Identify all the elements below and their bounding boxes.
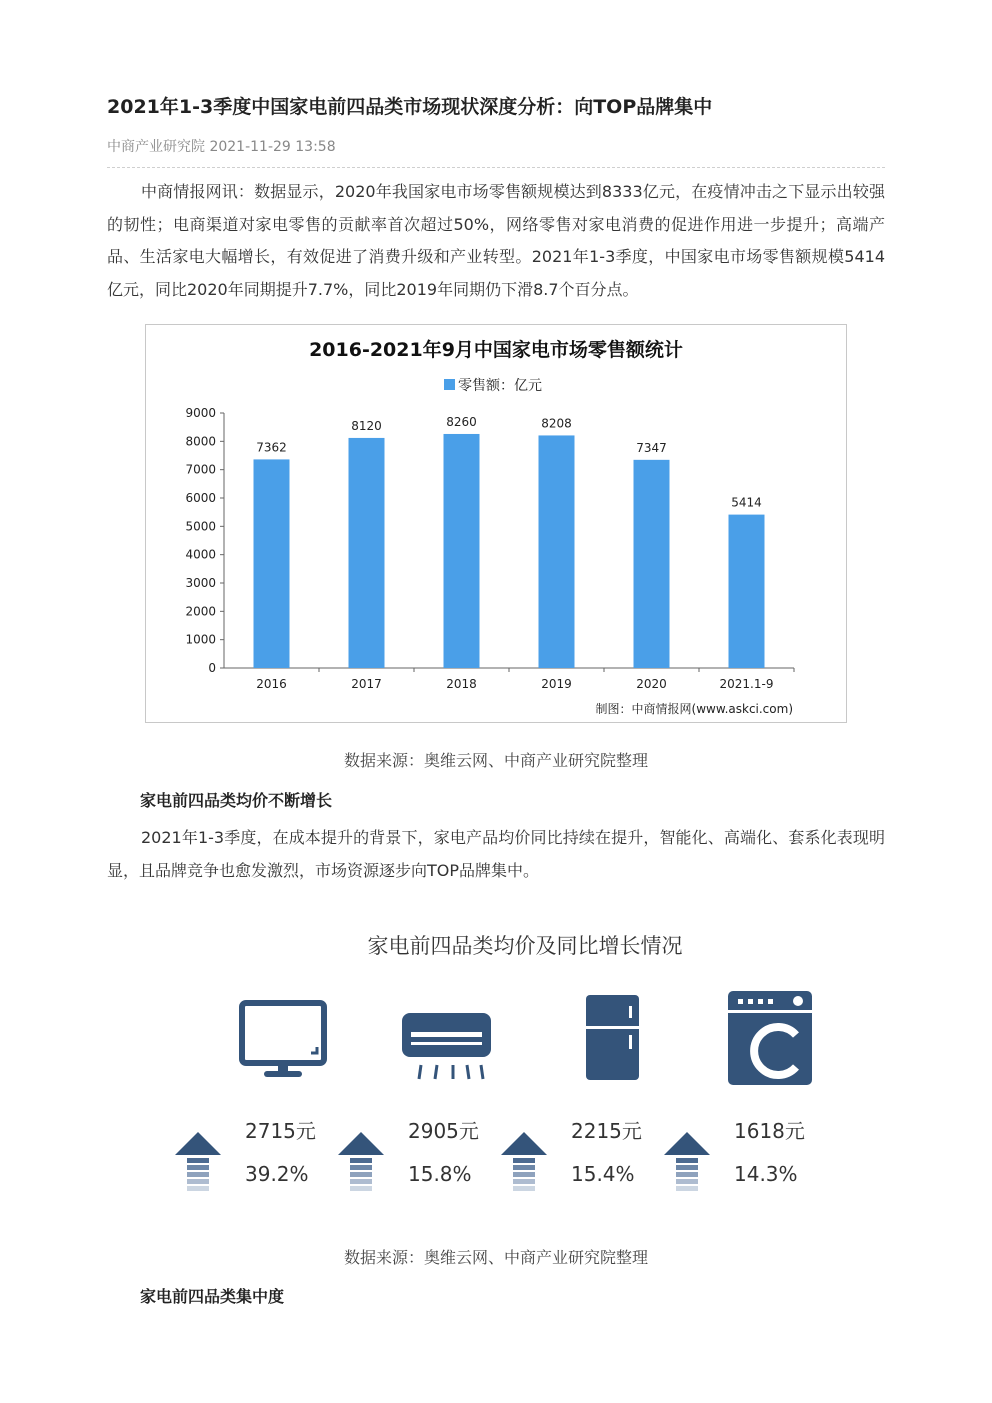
legend-label: 零售额：亿元 [458, 378, 542, 394]
x-tick-label: 2018 [446, 677, 477, 691]
y-tick-label: 8000 [185, 434, 216, 449]
y-tick-label: 1000 [185, 632, 216, 647]
up-arrow-icon [338, 1132, 384, 1155]
x-tick-label: 2019 [541, 677, 572, 691]
arrow-stripe [187, 1158, 209, 1163]
paragraph-price: 2021年1-3季度，在成本提升的背景下，家电产品均价同比持续在提升，智能化、高端化、套系化表现明显，且品牌竞争也愈发激烈，市场资源逐步向TOP品牌集中。 [107, 828, 885, 880]
x-tick-label: 2017 [351, 677, 382, 691]
arrow-stripe [187, 1172, 209, 1177]
yoy-growth-value: 15.8% [408, 1162, 472, 1186]
yoy-growth-value: 39.2% [245, 1162, 309, 1186]
article-title: 2021年1-3季度中国家电前四品类市场现状深度分析：向TOP品牌集中 [107, 96, 713, 118]
bar-2018 [444, 434, 480, 668]
arrow-stripe [187, 1179, 209, 1184]
article-meta: 中商产业研究院 2021-11-29 13:58 [107, 139, 336, 155]
divider [107, 167, 885, 168]
chart-title: 2016-2021年9月中国家电市场零售额统计 [309, 339, 683, 361]
air-conditioner-icon [402, 1013, 491, 1079]
arrow-stripe [350, 1165, 372, 1170]
arrow-stripe [187, 1165, 209, 1170]
bar-2020 [634, 460, 670, 668]
avg-price-value: 1618元 [734, 1119, 805, 1143]
up-arrow-icon [175, 1132, 221, 1155]
retail-sales-chart-svg [146, 325, 846, 722]
x-tick-label: 2016 [256, 677, 287, 691]
yoy-growth-value: 15.4% [571, 1162, 635, 1186]
x-tick-label: 2021.1-9 [719, 677, 774, 691]
infographic-svg [145, 895, 847, 1225]
arrow-stripe [513, 1186, 535, 1191]
arrow-stripe [676, 1172, 698, 1177]
arrow-stripe [350, 1179, 372, 1184]
subheading-price: 家电前四品类均价不断增长 [140, 791, 333, 810]
infographic-title: 家电前四品类均价及同比增长情况 [367, 934, 683, 958]
arrow-stripe [513, 1158, 535, 1163]
bar-2017 [349, 438, 385, 668]
up-arrow-icon [501, 1132, 547, 1155]
up-arrow-icon [664, 1132, 710, 1155]
price-infographic [145, 895, 847, 1225]
arrow-stripe [187, 1186, 209, 1191]
arrow-stripe [676, 1179, 698, 1184]
retail-sales-chart [145, 324, 847, 723]
paragraph-intro: 中商情报网讯：数据显示，2020年我国家电市场零售额规模达到8333亿元，在疫情冲击之下显示出较强的韧性；电商渠道对家电零售的贡献率首次超过50%，网络零售对家电消费的促进作用进一步提升；高端产品、生活家电大幅增长，有效促进了消费升级和产业转型。2021年1-3季度，中国家电市场零售额规模5414亿元，同比2020年同期提升7.7%，同比2019年同期仍下滑8.7个百分点。 [107, 182, 885, 299]
y-tick-label: 4000 [185, 547, 216, 562]
chart-credit: 制图：中商情报网(www.askci.com) [595, 702, 793, 716]
monitor-icon [242, 1003, 324, 1077]
bar-value-label: 7347 [636, 440, 667, 455]
bar-value-label: 8120 [351, 418, 382, 433]
arrow-stripe [350, 1158, 372, 1163]
avg-price-value: 2715元 [245, 1119, 316, 1143]
y-tick-label: 9000 [185, 406, 216, 420]
legend-swatch [444, 379, 455, 390]
y-tick-label: 3000 [185, 576, 216, 590]
refrigerator-icon [586, 995, 639, 1080]
bar-value-label: 7362 [256, 440, 287, 455]
bar-value-label: 8208 [541, 416, 572, 431]
bar-value-label: 5414 [731, 495, 762, 510]
arrow-stripe [513, 1179, 535, 1184]
caption-chart: 数据来源：奥维云网、中商产业研究院整理 [343, 751, 648, 770]
subheading-concentration: 家电前四品类集中度 [140, 1287, 285, 1306]
yoy-growth-value: 14.3% [734, 1162, 798, 1186]
caption-infographic: 数据来源：奥维云网、中商产业研究院整理 [343, 1248, 648, 1267]
arrow-stripe [513, 1172, 535, 1177]
bar-2019 [539, 435, 575, 668]
avg-price-value: 2215元 [571, 1119, 642, 1143]
y-tick-label: 6000 [185, 491, 216, 505]
arrow-stripe [513, 1165, 535, 1170]
arrow-stripe [350, 1186, 372, 1191]
arrow-stripe [350, 1172, 372, 1177]
y-tick-label: 0 [208, 661, 216, 675]
arrow-stripe [676, 1186, 698, 1191]
washing-machine-icon [728, 991, 812, 1085]
y-tick-label: 5000 [185, 519, 216, 534]
y-tick-label: 2000 [185, 604, 216, 619]
arrow-stripe [676, 1165, 698, 1170]
avg-price-value: 2905元 [408, 1119, 479, 1143]
y-tick-label: 7000 [185, 462, 216, 477]
bar-2021.1-9 [729, 515, 765, 668]
bar-2016 [254, 459, 290, 668]
arrow-stripe [676, 1158, 698, 1163]
bar-value-label: 8260 [446, 414, 477, 429]
x-tick-label: 2020 [636, 677, 667, 691]
